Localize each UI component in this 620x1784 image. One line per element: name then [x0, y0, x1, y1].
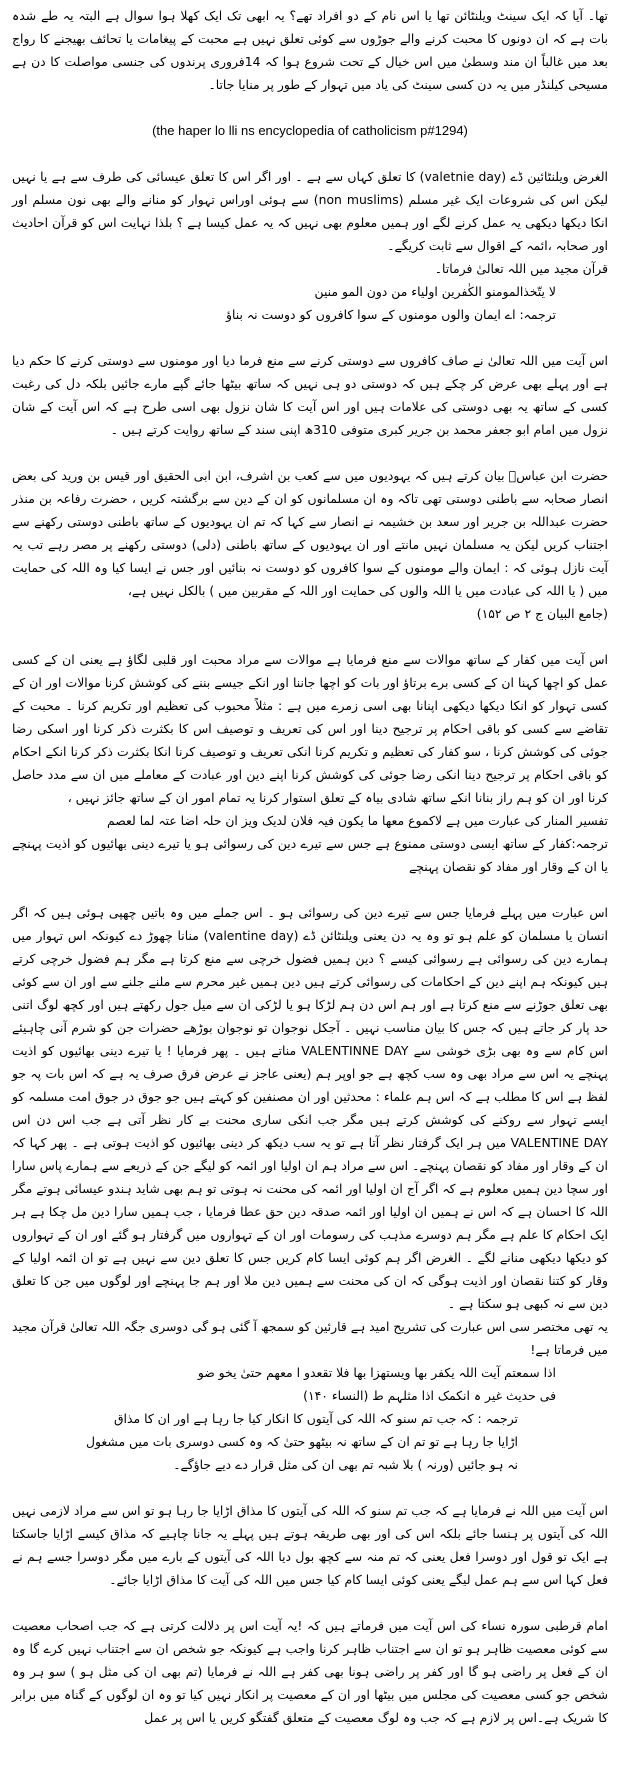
paragraph-ibn-abbas-narration: حضرت ابن عباسؓ بیان کرتے ہیں کہ یہودیوں میں سے کعب بن اشرف، ابن ابی الحقیق اور قیس بن ورید کی بعض انصار صحابہ سے باطنی دوستی تھی تاکہ وہ ان مسلمانوں کو ان کے دین سے برگشتہ کریں ، حضرت رفاعہ بن منذر حضرت عبداللہ بن جریر اور سعد بن خشیمہ نے انصار سے کہا کہ تم ان یہودیوں کے ساتھ باطنی دوستی رکھنے سے اجتناب کریں لیکن یہ مسلمان نہیں مانتے اور ان یہودیوں کے ساتھ باطنی (دلی) دوستی رکھنے پر مصر رہے تب یہ آیت نازل ہوئی کہ : ایمان والے مومنوں کے سوا کافروں کو دوست نہ بنائیں اور جس نے ایسا کیا وہ اللہ کی حمایت میں ( یا اللہ کی عبادت میں یا اللہ والوں کی حمایت اور اللہ کے مقربین میں ) بالکل نہیں ہے،	[12, 468, 608, 598]
verse-2-translation-line-3: نہ ہو جائیں (ورنہ ) بلا شبہ تم بھی ان کی مثل قرار دے دیے جاؤگے۔	[173, 1457, 518, 1472]
paragraph-explanation-valentine: اس عبارت میں پہلے فرمایا جس سے تیرے دین کی رسوائی ہو ۔ اس جملے میں وہ باتیں چھپی ہوئی ہیں کہ اگر انسان یا مسلمان کو علم ہو تو وہ یہ دن یعنی ویلنٹائن ڈے (valentine day) منانا چھوڑ دے کیونکہ اس تہوار میں ہمارے دین کی رسوائی ہے رسوائی کیسے ؟ دین ہمیں فضول خرچی سے منع کرتا ہے مگر ہم فضول خرچی کرتے ہیں کیونکہ ہم اپنے دین کے احکامات کی رسوائی کرتے ہیں دین ہمیں غیر محرم سے ملنے جلنے سے اور ان سے کوئی بھی تعلق جوڑنے سے منع کرتا ہے اور ہم اس دن ہم لڑکا ہو یا لڑکی ان سے میل جول رکھتے ہیں اور کچھ لوگ اتنی حد پار کر جاتے ہیں کہ جس کا بیان مناسب نہیں ۔ آجکل نوجوان تو نوجوان بوڑھے حضرات جن کو شرم آنی چاہیئے اس کام سے وہ بھی بڑی خوشی سے VALENTINNE DAY مناتے ہیں ۔ پھر فرمایا ! یا تیرے دینی بھائیوں کو اذیت پہنچے یہ اس سے مراد بھی وہ سب کچھ ہے جو اوپر ہم (یعنی عاجز نے عرض فرق صرف یہ ہے کہ اس بات پہ جو لفظ ہے اس کا مطلب ہے کہ اس ہم علماء : محدثین اور ان مصنفین کو کہتے ہیں جو جوق در جوق امت مسلمہ کو ایسے تہوار سے روکنے کی کوشش کرتے ہیں مگر جب انکی ساری محنت بے کار نظر آتی ہے جب اس دن اس VALENTINE DAY میں ہر ایک گرفتار نظر آتا ہے تو یہ سب دیکھ کر دینی بھائیوں کو اذیت ہوتی ہے ۔ پھر کہا کہ ان کے وقار اور مفاد کو نقصان پہنچے۔ اس سے مراد ہم ان اولیا اور ائمہ کو لیگے جن کے ذریعے سے ہمارے پاس سارا اور سچا دین ہمیں معلوم ہے کہ اگر آج ان اولیا اور ائمہ کی محنت نہ ہوتی تو ہم بھی شاید ہندو عیسائی ہوتے مگر اللہ کا احسان ہے کہ اس نے ہمیں ان اولیا اور ائمہ صدقہ دین حق عطا فرمایا ، جب ہمیں سارا دین مل چکا ہے ہر ایک احکام کا علم ہے مگر ہم دوسرے مذہب کی رسومات اور ان کے تہواروں میں گرفتار ہو گئے اور ان کے تہواروں کو دیکھا دیکھی منانے لگے ۔ الغرض اگر ہم کوئی ایسا کام کریں جس کا تعلق دین سے نہیں ہے تو ان ائمہ اولیا کے وقار کو کتنا نقصان اور اذیت ہوگی کہ ان کی محنت سے ہمیں دین ملا اور ہم جا پہنچے اور لوگوں میں جن کا تعلق دین سے نہ کبھی ہو سکتا ہے ۔	[12, 905, 609, 1311]
paragraph-mockery-explanation: اس آیت میں اللہ نے فرمایا ہے کہ جب تم سنو کہ اللہ کی آیتوں کا مذاق اڑایا جا رہا ہو تو اس سے مراد لازمی نہیں اللہ کی آیتوں پر ہنسا جائے بلکہ اس کی اور بھی طریقہ ہوتے ہیں پہلے یہ جانا چاہیے کہ مذاق کیسے اڑایا جاسکتا ہے ایک تو قول اور دوسرا فعل یعنی کہ تم منہ سے کچھ بول دیا اللہ کی آیتوں کے بارے میں مگر دوسرا جسے ہم نے فعل کہا اس سے ہم عمل لیگے یعنی کوئی ایسا کام کیا جس میں اللہ کی آیت کا مذاق اڑایا جائے۔	[12, 1503, 608, 1587]
tafseer-translation: ترجمہ:کفار کے ساتھ ایسی دوستی ممنوع ہے جس سے تیرے دین کی رسوائی ہو یا تیرے دینی بھائیوں کو اذیت پہنچے یا ان کے وقار اور مفاد کو نقصان پہنچے	[12, 836, 608, 874]
quran-verse-2-line-1: اذا سمعتم آیت اللہ یکفر بھا ویستھزا بھا فلا تقعدو ا معھم حتیٰ یخو ضو	[197, 1365, 556, 1380]
quran-verse-arabic: لا یتّخذالمومنو الکٰفرین اولیاء من دون المو منین	[314, 284, 556, 299]
paragraph-another-verse-intro: یہ تھی مختصر سی اس عبارت کی تشریح امید ہے قارئین کو سمجھ آ گئی ہو گی دوسری جگہ اللہ تعالیٰ قرآن مجید میں فرماتا ہے!	[11, 1319, 608, 1357]
paragraph-muwalat: اس آیت میں کفار کے ساتھ موالات سے منع فرمایا ہے موالات سے مراد محبت اور قلبی لگاؤ ہے یعنی ان کے کسی عمل کو اچھا کہنا ان کے کسی برے برتاؤ اور بات کو اچھا جاننا اور انکے جیسے بننے کی کوشش کرنا موالات اور ان کے کسی تہوار کو انکا دیکھا دیکھی اپنانا بھی اسی زمرے میں ہے : مثلاً محبوب کی تعظیم اور تکریم کرنا ۔ محبت کے تقاضے سے کسی کو باقی احکام پر ترجیح دینا اور اس کی تعریف و توصیف اس کا بکثرت ذکر کرنا اور اسکی رضا جوئی کی کوشش کرنا ، سو کفار کی تعظیم و تکریم کرنا انکی تعریف و توصیف کرنا انکا بکثرت ذکر کرنا انکے احکام کو باقی احکام پر ترجیح دینا انکی رضا جوئی کی کوشش کرنا اپنے دین اور عبادت کے معاملے میں ان سے مدد حاصل کرنا اور ان کو ہم راز بنانا انکے ساتھ شادی بیاہ کے تعلق استوار کرنا یہ تمام امور ان کے ساتھ جائز نہیں ،	[12, 652, 608, 805]
paragraph-imam-qurtubi: امام قرطبی سورہ نساء کی اس آیت میں فرماتے ہیں کہ !یہ آیت اس پر دلالت کرتی ہے کہ جب اصحاب معصیت سے کوئی معصیت ظاہر ہو تو ان سے اجتناب ظاہر کرنا واجب ہے کیونکہ جو شخص ان سے اجتناب نہیں کرے گا وہ ان کے فعل پر راضی ہو گا اور کفر پر راضی ہونا بھی کفر ہے اللہ نے فرمایا (تم بھی ان کی مثل ہو ) سو ہر وہ شخص جو کسی معصیت کی مجلس میں بیٹھا اور ان کے معصیت پر انکار نہیں کیا تو وہ ان لوگوں کے گناہ میں برابر کا شریک ہے۔اس پر لازم ہے کہ جب وہ لوگ معصیت کے متعلق گفتگو کریں یا اس پر عمل	[12, 1618, 608, 1725]
tafseer-al-manar-quote: تفسیر المنار کی عبارت میں ہے لاکموع معھا ما یکون فیہ فلان لدیک ویز ان حلہ اضا عتہ لما لعصم	[107, 813, 608, 828]
verse-2-translation-line-2: اڑایا جا رہا ہے تو تم ان کے ساتھ نہ بیٹھو حتیٰ کہ وہ کسی دوسری بات میں مشغول	[86, 1434, 518, 1449]
quran-verse-2-line-2: فی حدیث غیر ہ انکمک اذا مثلہم ط (النساء ۱۴۰)	[303, 1388, 556, 1403]
verse-translation: ترجمہ: اے ایمان والوں مومنوں کے سوا کافروں کو دوست نہ بناؤ	[225, 307, 556, 322]
paragraph-intro: تھا۔ آیا کہ ایک سینٹ ویلنٹائن تھا یا اس نام کے دو افراد تھے؟ یہ ابھی تک ایک کھلا ہوا سوال ہے البتہ یہ طے شدہ بات ہے کہ ان دونوں کا محبت کرنے والے جوڑوں سے کوئی تعلق نہیں ہے محبت کے پیغامات یا تحائف بھیجنے کا رواج بعد میں غالباً ان مند وسطیٰ میں اس خیال کے تحت شروع ہوا کہ 14فروری پرندوں کی جنسی مواصلت کا دن ہے مسیحی کیلنڈر میں یہ دن کسی سینٹ کی یاد میں تہوار کے طور پر منایا جاتا۔	[12, 8, 608, 92]
paragraph-verse-explanation: اس آیت میں اللہ تعالیٰ نے صاف کافروں سے دوستی کرنے سے منع فرما دیا اور مومنوں سے دوستی کرنے کا حکم دیا ہے اور پہلے بھی عرض کر چکے ہیں کہ دوستی دو ہی نہیں کہ ساتھ بیٹھا جائے گپے مارے جائیں بلکہ دل کی رغبت کسی کے ساتھ یہ بھی دوستی کی علامات ہیں اور اس آیت کا شان نزول بھی اسی طرح ہے کہ اس آیت کے شان نزول میں امام ابو جعفر محمد بن جریر کبری متوفی 310ھ اپنی سند کے ساتھ روایت کرتے ہیں ۔	[12, 353, 608, 437]
verse-2-translation-line-1: ترجمہ : کہ جب تم سنو کہ اللہ کی آیتوں کا انکار کیا جا رہا ہے اور ان کا مذاق	[113, 1411, 518, 1426]
paragraph-quran-says: قرآن مجید میں اللہ تعالیٰ فرماتا۔	[434, 261, 608, 276]
paragraph-valentine-origin: الغرض ویلنٹائین ڈے (valetnie day) کا تعلق کہاں سے ہے ۔ اور اگر اس کا تعلق عیسائی کی طرف سے ہے یا نہیں لیکن اس کی شروعات ایک غیر مسلم (non muslims) سے ہوئی اوراس تہوار کو منانے والے بھی نون مسلم اور انکا دیکھا دیکھی یہ عمل کرنے لگے اور ہمیں معلوم بھی نہیں کہ یہ عمل کیسا ہے ؟ بلذا نہایت اس کو قرآن احادیث اور صحابہ ،ائمہ کے اقوال سے ثابت کریگے۔	[12, 169, 608, 253]
narration-reference: (جامع البیان ج ۲ ص ۱۵۲)	[476, 606, 608, 621]
source-citation: (the haper lo lli ns encyclopedia of catholicism p#1294)	[152, 123, 468, 138]
